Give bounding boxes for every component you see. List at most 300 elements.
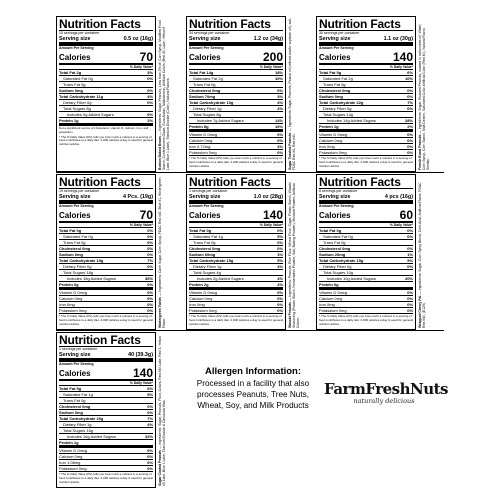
ingredients-list: Ingredients: Cane Sugar, Corn Syrup, FD&C Red #40, Blue #1, Wintergreen Flavor.: [158, 177, 167, 328]
nutrient-name: Vitamin D 0mcg: [319, 132, 348, 138]
nutrient-name: Total Fat 5g: [59, 386, 82, 392]
amount-per-serving: Amount Per Serving: [59, 362, 94, 367]
nutrient-daily-value: 0%: [147, 88, 153, 94]
ingredients-strip: [287, 16, 313, 172]
ingredients-text: Wrapped Cherry Pal — Ingredients: Sugar, Corn Syrup Blend, Citric Acid, Artificial Flavor, FD&C Red #40, (E129).: [418, 182, 427, 328]
calories-value: 70: [139, 207, 153, 222]
nutrient-daily-value: 0%: [407, 302, 413, 308]
ingredients-strip: [417, 16, 443, 172]
nutrient-name: Saturated Fat 0g: [63, 76, 93, 82]
ingredients-strip: [157, 332, 183, 488]
nutrient-daily-value: 0%: [147, 448, 153, 454]
nutrient-name: Protein 1g: [59, 440, 79, 446]
nutrient-name: Trans Fat 0g: [63, 82, 86, 88]
nutrient-row: [319, 124, 413, 132]
nutrient-name: Protein 2g: [189, 282, 209, 288]
ingredients-list: Ingredients: Sugar, Peanuts, Flour, Colors, Red #40 Lake, Red 3, Yellow #5 Lake, Blue 1 Lake, Titanium Dioxide & Carnauba Wax.: [158, 336, 167, 486]
nutrient-daily-value: 0%: [407, 144, 413, 150]
calories-value: 200: [262, 49, 283, 64]
daily-value-footnote: * The % Daily Value (DV) tells you how much a nutrient in a serving of food contributes to a daily diet. 2,000 calories a day is used for general nutrition advice.: [319, 314, 413, 326]
nutrient-name: Cholesterol 0mg: [189, 246, 221, 252]
nutrient-daily-value: 0%: [147, 290, 153, 296]
serving-size-label: Serving size: [189, 35, 221, 42]
calories-label: Calories: [59, 210, 91, 220]
calories-label: Calories: [189, 52, 221, 62]
nutrient-daily-value: 0%: [147, 234, 153, 240]
product-name: Sugar Toasted Peanuts: [288, 132, 292, 170]
allergen-information: [193, 366, 313, 411]
amount-per-serving: Amount Per Serving: [189, 204, 224, 209]
nutrient-daily-value: 0%: [277, 150, 283, 156]
nutrient-name: Vitamin D 0mcg: [189, 290, 218, 296]
ingredients-list: Ingredients: Sugar, Peanuts, Peanut oil (refined and/or soybean oil), salt, FD&C Red #3, Red #40.: [288, 18, 297, 170]
nutrient-name: Protein 0g: [59, 282, 79, 288]
ingredients-list: Ingredients: Sugar, Peanuts, Less than 2% of: Corn Syrup, Modified Food Starch, Confectioners Glaze, Gum Arabic, Maltodextrin, Artificial Colors (Red 40, Lake, Yellow 6 Lake, Blue 1 Lake), Titanium Dioxide (Color), Natural Flavors.: [158, 20, 171, 170]
daily-value-footnote: * The % Daily Value (DV) tells you how much a nutrient in a serving of food contributes to a daily diet. 2,000 calories a day is used for general nutrition advice.: [59, 314, 153, 326]
ingredients-text: Boston Baked Beans — Ingredients: Sugar, Peanuts, Less than 2% of: Corn Syrup, Modified Food Starch, Confectioners Glaze, Gum Arabic, Maltodextrin, Artificial Colors (Red 40, Lake, Yellow 6 Lake, Blue 1 Lake), Titanium Dioxide (Color), Natural Flavors.: [158, 20, 171, 170]
nutrient-daily-value: 0%: [277, 296, 283, 302]
nutrient-name: Potassium 0mg: [319, 308, 347, 314]
calories-row: [59, 51, 153, 65]
nutrient-daily-value: 0%: [147, 466, 153, 472]
nutrient-name: Dietary Fiber 0g: [63, 264, 92, 270]
brand-logo: [324, 380, 448, 405]
nutrient-name: Total Fat 0g: [189, 228, 212, 234]
nutrient-name: Total Sugars 16g: [63, 428, 94, 434]
nutrient-name: Trans Fat 0g: [193, 240, 216, 246]
nutrient-name: Total Fat 14g: [189, 70, 214, 76]
nutrition-facts-title: Nutrition Facts: [189, 18, 283, 31]
daily-value-footnote: * The % Daily Value (DV) tells you how much a nutrient in a serving of food contributes to a daily diet. 2,000 calories a day is used for general nutrition advice.: [59, 472, 153, 484]
servings-per-container: 1 servings per container: [189, 189, 228, 193]
serving-size-label: Serving size: [319, 193, 351, 200]
nutrient-name: Calcium 0mg: [59, 296, 83, 302]
nutrient-name: Calcium 0mg: [189, 296, 213, 302]
nutrient-name: Trans Fat 0g: [63, 240, 86, 246]
nutrient-daily-value: 0%: [407, 138, 413, 144]
nutrient-name: Protein 0g: [319, 282, 339, 288]
allergen-heading: Allergen Information:: [204, 366, 302, 377]
product-name: French Burnt Peanuts: [418, 134, 422, 170]
brand-tagline: naturally delicious: [353, 397, 415, 405]
nutrient-name: Cholesterol 0mg: [319, 88, 351, 94]
nutrition-facts-panel: [186, 16, 286, 172]
nutrient-daily-value: 0%: [407, 228, 413, 234]
nutrient-daily-value: 4%: [277, 100, 283, 106]
nutrient-daily-value: 0%: [147, 228, 153, 234]
nutrient-daily-value: 0%: [407, 132, 413, 138]
nutrient-daily-value: 0%: [407, 290, 413, 296]
nutrient-daily-value: 3%: [147, 70, 153, 76]
calories-label: Calories: [59, 368, 91, 378]
nutrient-daily-value: 0%: [407, 296, 413, 302]
nutrient-name: Trans Fat 0g: [323, 82, 346, 88]
ingredients-text: Wintergreen Twists — Ingredients: Cane Sugar, Corn Syrup, FD&C Red #40, Blue #1, Wintergreen Flavor.: [158, 177, 167, 328]
nutrient-daily-value: 0%: [407, 106, 413, 112]
product-name: Wasabi Peanuts: [288, 302, 292, 328]
product-label: [316, 16, 443, 172]
nutrient-name: Dietary Fiber 1g: [193, 264, 222, 270]
nutrient-name: Saturated Fat 1g: [63, 392, 93, 398]
nutrient-daily-value: 0%: [277, 228, 283, 234]
nutrient-name: Protein 1g: [319, 124, 339, 130]
calories-label: Calories: [319, 52, 351, 62]
serving-size-value: 4 Pcs. (19g): [123, 193, 153, 200]
serving-size-row: [59, 36, 153, 47]
calories-row: [59, 367, 153, 381]
nutrient-name: Saturated Fat 2g: [193, 76, 223, 82]
calories-label: Calories: [189, 210, 221, 220]
servings-per-container: 1 servings per container: [59, 347, 98, 351]
nutrient-name: Trans Fat 0g: [323, 240, 346, 246]
nutrition-facts-panel: [316, 16, 416, 172]
product-name: Boston Baked Beans: [158, 136, 162, 170]
product-label: [186, 174, 313, 330]
calories-label: Calories: [59, 52, 91, 62]
serving-size-row: [189, 194, 283, 205]
nutrient-name: Total Carbohydrate 20g: [59, 416, 104, 422]
nutrient-daily-value: 36%: [144, 276, 153, 282]
ingredients-text: Sugar Toasted Peanuts — Ingredients: Sugar, Peanuts, Peanut oil (refined and/or soybean oil), salt, FD&C Red #3, Red #40.: [288, 18, 297, 170]
nutrient-row: [59, 282, 153, 290]
nutrient-name: Iron 1.08mg: [59, 460, 81, 466]
nutrient-name: Potassium 0mg: [59, 308, 87, 314]
nutrient-name: Total Sugars 10g: [323, 270, 354, 276]
nutrient-name: Calcium 0mg: [189, 138, 213, 144]
nutrient-name: Total Carbohydrate 15g: [189, 258, 234, 264]
nutrient-daily-value: 0%: [407, 264, 413, 270]
nutrient-row: [59, 118, 153, 126]
daily-value-header: % Daily Value*: [319, 65, 413, 70]
nutrient-name: Saturated Fat 2g: [323, 76, 353, 82]
serving-size-value: 1.0 oz (28g): [253, 193, 283, 200]
nutrient-name: Vitamin D 0mcg: [59, 290, 88, 296]
nutrient-daily-value: 4%: [277, 264, 283, 270]
nutrient-name: Sodium 0mg: [59, 88, 84, 94]
nutrient-daily-value: 0%: [147, 282, 153, 288]
nutrient-name: Dietary Fiber 1g: [193, 106, 222, 112]
nutrient-daily-value: 0%: [147, 454, 153, 460]
nutrient-daily-value: 4%: [277, 144, 283, 150]
nutrient-daily-value: 0%: [147, 112, 153, 118]
servings-per-container: 19 servings per container: [59, 189, 100, 193]
daily-value-header: % Daily Value*: [189, 223, 283, 228]
nutrient-name: Total Fat 2g: [59, 70, 82, 76]
serving-size-value: 40 (39.3g): [128, 351, 153, 358]
nutrient-daily-value: 14%: [274, 118, 283, 124]
nutrient-daily-value: 7%: [147, 416, 153, 422]
nutrient-daily-value: 0%: [147, 404, 153, 410]
nutrient-name: Potassium 0mg: [189, 150, 217, 156]
serving-size-row: [189, 36, 283, 47]
nutrient-daily-value: 0%: [277, 290, 283, 296]
nutrition-facts-title: Nutrition Facts: [189, 176, 283, 189]
nutrient-daily-value: 0%: [147, 296, 153, 302]
allergen-body: Processed in a facility that also processes Peanuts, Tree Nuts, Wheat, Soy, and Milk Products: [196, 379, 310, 410]
nutrient-name: Iron 0mg: [319, 144, 335, 150]
ingredients-strip: [157, 174, 183, 330]
daily-value-header: % Daily Value*: [189, 65, 283, 70]
calories-row: [319, 51, 413, 65]
calories-row: [189, 51, 283, 65]
serving-size-label: Serving size: [319, 35, 351, 42]
product-label: [56, 16, 183, 172]
nutrition-facts-title: Nutrition Facts: [319, 176, 413, 189]
product-label: [56, 174, 183, 330]
nutrient-name: Cholesterol 0mg: [189, 88, 221, 94]
nutrient-name: Cholesterol 0mg: [59, 404, 91, 410]
servings-per-container: 30 servings per container: [319, 31, 360, 35]
nutrient-daily-value: 0%: [277, 246, 283, 252]
product-name: Wrapped Cherry Pal: [418, 295, 422, 328]
nutrient-daily-value: 5%: [277, 258, 283, 264]
amount-per-serving: Amount Per Serving: [59, 204, 94, 209]
ingredients-list: Ingredients: Sugar, Corn Syrup Blend, Citric Acid, Artificial Flavor, FD&C Red #40, (E129).: [418, 182, 427, 328]
serving-size-value: 1.2 oz (34g): [253, 35, 283, 42]
nutrient-name: Trans Fat 0g: [193, 82, 216, 88]
daily-value-footnote: * The % Daily Value (DV) tells you how much a nutrient in a serving of food contributes to a daily diet. 2,000 calories a day is used for general nutrition advice.: [59, 134, 153, 146]
nutrient-name: Total Fat 5g: [319, 70, 342, 76]
nutrient-name: Includes 7g Added Sugars: [197, 118, 244, 124]
nutrient-name: Sodium 0mg: [59, 410, 84, 416]
nutrient-name: Total Sugars 14g: [323, 112, 354, 118]
nutrition-facts-title: Nutrition Facts: [59, 18, 153, 31]
ingredients-text: Wasabi Peanuts — Ingredients: Peanuts, Rice Flour, Wheat Flour, Sugar, Potato Starch, Wasabi Seasoning (Potato Starch, Horseradish Powder, Salt, Baking Powder), Mustard Powder, Artificial Colors.: [288, 182, 301, 328]
nutrient-daily-value: 0%: [407, 150, 413, 156]
nutrient-daily-value: 3%: [277, 252, 283, 258]
nutrient-name: Saturated Fat 0g: [323, 234, 353, 240]
nutrient-daily-value: 18%: [274, 70, 283, 76]
nutrient-name: Total Carbohydrate 10g: [189, 100, 234, 106]
nutrient-daily-value: 0%: [147, 264, 153, 270]
nutrient-daily-value: 0%: [277, 240, 283, 246]
nutrient-daily-value: 6%: [147, 460, 153, 466]
nutrient-name: Dietary Fiber 0g: [323, 264, 352, 270]
serving-size-value: 0.5 oz (16g): [123, 35, 153, 42]
ingredients-list: Ingredients: Peanuts, Rice Flour, Wheat Flour, Sugar, Potato Starch, Wasabi Seasoning (Potato Starch, Horseradish Powder, Salt, Baking Powder), Mustard Powder, Artificial Colors.: [288, 182, 301, 328]
nutrient-name: Dietary Fiber 0g: [63, 100, 92, 106]
daily-value-header: % Daily Value*: [59, 65, 153, 70]
nutrient-name: Total Carbohydrate 15g: [319, 258, 364, 264]
nutrient-daily-value: 0%: [147, 302, 153, 308]
calories-row: [319, 209, 413, 223]
calories-value: 140: [262, 207, 283, 222]
nutrition-facts-title: Nutrition Facts: [59, 176, 153, 189]
serving-size-label: Serving size: [59, 193, 91, 200]
nutrient-name: Sodium 0mg: [59, 252, 84, 258]
serving-size-value: 4 pcs (16g): [384, 193, 413, 200]
label-sheet: [56, 16, 448, 486]
serving-size-label: Serving size: [189, 193, 221, 200]
cut-line: [56, 330, 444, 331]
nutrient-daily-value: 0%: [147, 410, 153, 416]
calories-value: 140: [132, 365, 153, 380]
nutrient-daily-value: 6%: [407, 70, 413, 76]
serving-size-value: 1.1 oz (30g): [383, 35, 413, 42]
daily-value-footnote: * The % Daily Value (DV) tells you how much a nutrient in a serving of food contributes to a daily diet. 2,000 calories a day is used for general nutrition advice.: [319, 156, 413, 168]
nutrient-daily-value: 4%: [147, 422, 153, 428]
nutrition-facts-title: Nutrition Facts: [59, 334, 153, 347]
servings-per-container: 8 servings per container: [319, 189, 358, 193]
nutrient-name: Iron 0.72mg: [189, 144, 211, 150]
nutrient-daily-value: 0%: [147, 246, 153, 252]
nutrient-name: Potassium 0mg: [189, 308, 217, 314]
nutrient-name: Total Fat 0g: [59, 228, 82, 234]
nutrient-name: Calcium 0mg: [319, 138, 343, 144]
nutrient-name: Includes 10g Added Sugars: [327, 276, 376, 282]
nutrient-daily-value: 0%: [147, 100, 153, 106]
calories-row: [59, 209, 153, 223]
nutrient-daily-value: 5%: [147, 392, 153, 398]
nutrient-name: Total Carbohydrate 11g: [59, 94, 104, 100]
nutrient-daily-value: 5%: [407, 258, 413, 264]
nutrient-daily-value: 0%: [277, 302, 283, 308]
nutrient-daily-value: 32%: [144, 434, 153, 440]
product-label: [316, 174, 443, 330]
nutrient-name: Dietary Fiber 0g: [323, 106, 352, 112]
nutrient-name: Total Sugars 4g: [193, 270, 221, 276]
label-footnote: Not a significant source of cholesterol, vitamin D, calcium, iron, and potassium.: [59, 126, 149, 134]
ingredients-strip: [417, 174, 443, 330]
nutrient-name: Vitamin D 0mcg: [189, 132, 218, 138]
serving-size-label: Serving size: [59, 35, 91, 42]
nutrient-name: Sodium 0mg: [319, 94, 344, 100]
brand-name: FarmFreshNuts: [324, 380, 448, 398]
nutrient-name: Potassium 0mg: [59, 466, 87, 472]
nutrition-facts-panel: [56, 174, 156, 330]
nutrition-facts-panel: [56, 332, 156, 488]
daily-value-header: % Daily Value*: [319, 223, 413, 228]
nutrient-daily-value: 4%: [277, 282, 283, 288]
nutrient-daily-value: 7%: [407, 100, 413, 106]
nutrient-daily-value: 0%: [407, 94, 413, 100]
nutrient-daily-value: 0%: [407, 246, 413, 252]
amount-per-serving: Amount Per Serving: [319, 204, 354, 209]
nutrient-name: Vitamin D 0mcg: [59, 448, 88, 454]
nutrient-name: Cholesterol 0mg: [59, 246, 91, 252]
nutrient-name: Saturated Fat 1g: [193, 234, 223, 240]
nutrient-daily-value: 16%: [274, 124, 283, 130]
nutrient-name: Total Carbohydrate 19g: [59, 258, 104, 264]
nutrient-name: Total Sugars 8g: [193, 112, 221, 118]
nutrient-name: Total Sugars 18g: [63, 270, 94, 276]
nutrient-daily-value: 2%: [407, 124, 413, 130]
servings-per-container: 15 servings per container: [59, 31, 100, 35]
nutrient-daily-value: 0%: [407, 88, 413, 94]
nutrient-name: Calcium 0mg: [319, 296, 343, 302]
nutrient-name: Iron 0mg: [59, 302, 75, 308]
amount-per-serving: Amount Per Serving: [189, 46, 224, 51]
nutrient-daily-value: 5%: [277, 234, 283, 240]
serving-size-row: [59, 352, 153, 363]
daily-value-footnote: * The % Daily Value (DV) tells you how much a nutrient in a serving of food contributes to a daily diet. 2,000 calories a day is used for general nutrition advice.: [189, 314, 283, 326]
nutrient-name: Includes 16g Added Sugars: [67, 434, 116, 440]
nutrient-name: Calcium 0mg: [59, 454, 83, 460]
nutrient-row: [319, 282, 413, 290]
nutrition-facts-title: Nutrition Facts: [319, 18, 413, 31]
nutrient-daily-value: 0%: [277, 132, 283, 138]
nutrient-name: Total Sugars 8g: [63, 106, 91, 112]
nutrient-daily-value: 0%: [277, 308, 283, 314]
ingredients-strip: [287, 174, 313, 330]
nutrient-daily-value: 0%: [407, 308, 413, 314]
nutrient-name: Includes 2g Added Sugars: [197, 276, 244, 282]
nutrient-name: Iron 0mg: [189, 302, 205, 308]
nutrient-daily-value: 6%: [147, 386, 153, 392]
nutrient-name: Includes 0g Added Sugars: [67, 112, 114, 118]
nutrient-name: Potassium 0mg: [319, 150, 347, 156]
nutrient-daily-value: 0%: [147, 240, 153, 246]
calories-value: 70: [139, 49, 153, 64]
nutrient-name: Total Carbohydrate 22g: [319, 100, 364, 106]
nutrient-name: Includes 14g Added Sugars: [327, 118, 376, 124]
ingredients-strip: [157, 16, 183, 172]
calories-value: 60: [399, 207, 413, 222]
daily-value-header: % Daily Value*: [59, 381, 153, 386]
ingredients-text: Sugar Coated Peanuts — Ingredients: Sugar, Peanuts, Flour, Colors, Red #40 Lake, Red 3, Yellow #5 Lake, Blue 1 Lake, Titanium Dioxide & Carnauba Wax.: [158, 336, 167, 486]
nutrient-name: Protein 1g: [59, 118, 79, 124]
nutrition-facts-panel: [186, 174, 286, 330]
calories-value: 140: [392, 49, 413, 64]
daily-value-footnote: * The % Daily Value (DV) tells you how much a nutrient in a serving of food contributes to a daily diet. 2,000 calories a day is used for general nutrition advice.: [189, 156, 283, 168]
calories-label: Calories: [319, 210, 351, 220]
nutrient-daily-value: 20%: [404, 276, 413, 282]
amount-per-serving: Amount Per Serving: [319, 46, 354, 51]
nutrient-daily-value: 0%: [147, 252, 153, 258]
serving-size-row: [319, 194, 413, 205]
nutrient-row: [59, 440, 153, 448]
nutrient-daily-value: 1%: [407, 252, 413, 258]
calories-row: [189, 209, 283, 223]
nutrient-name: Sodium 20mg: [319, 252, 346, 258]
nutrient-daily-value: 4%: [147, 94, 153, 100]
nutrient-name: Vitamin D 0mcg: [319, 290, 348, 296]
ingredients-list: Ingredients: Sugar, Roasted Peanuts, roasted in cottonseed oil, Water, Corn Syrup, Corn Starch, Malt Dextrin, Saturated Color Artificial Color (Red 40), Natural Flavor, Shellac.: [418, 23, 431, 170]
nutrient-daily-value: 0%: [147, 308, 153, 314]
serving-size-row: [319, 36, 413, 47]
nutrient-daily-value: 4%: [277, 106, 283, 112]
product-label: [56, 332, 183, 488]
nutrient-daily-value: 4%: [277, 276, 283, 282]
nutrient-name: Sodium 60mg: [189, 252, 216, 258]
serving-size-row: [59, 194, 153, 205]
nutrient-daily-value: 0%: [277, 88, 283, 94]
nutrient-daily-value: 0%: [277, 138, 283, 144]
nutrient-daily-value: 3%: [277, 94, 283, 100]
nutrient-name: Dietary Fiber 1g: [63, 422, 92, 428]
amount-per-serving: Amount Per Serving: [59, 46, 94, 51]
ingredients-text: French Burnt Peanuts — Ingredients: Sugar, Roasted Peanuts, roasted in cottonseed oil, Water, Corn Syrup, Corn Starch, Malt Dextrin, Saturated Color Artificial Color (Red 40), Natural Flavor, Shellac.: [418, 23, 431, 170]
nutrient-daily-value: 28%: [404, 118, 413, 124]
product-name: Wintergreen Twists: [158, 297, 162, 328]
nutrient-name: Trans Fat 0g: [63, 398, 86, 404]
nutrient-daily-value: 0%: [147, 76, 153, 82]
nutrition-facts-panel: [56, 16, 156, 172]
nutrient-row: [189, 282, 283, 290]
nutrient-name: Iron 0mg: [319, 302, 335, 308]
nutrient-name: Includes 18g Added Sugars: [67, 276, 116, 282]
nutrient-row: [189, 124, 283, 132]
nutrient-name: Sodium 70mg: [189, 94, 216, 100]
nutrient-daily-value: 10%: [404, 76, 413, 82]
product-name: Sugar Coated Peanuts: [158, 449, 162, 486]
serving-size-label: Serving size: [59, 351, 91, 358]
nutrient-name: Saturated Fat 0g: [63, 234, 93, 240]
nutrient-daily-value: 0%: [407, 234, 413, 240]
nutrient-daily-value: 2%: [147, 118, 153, 124]
cut-line: [56, 172, 444, 173]
nutrient-daily-value: 10%: [274, 76, 283, 82]
